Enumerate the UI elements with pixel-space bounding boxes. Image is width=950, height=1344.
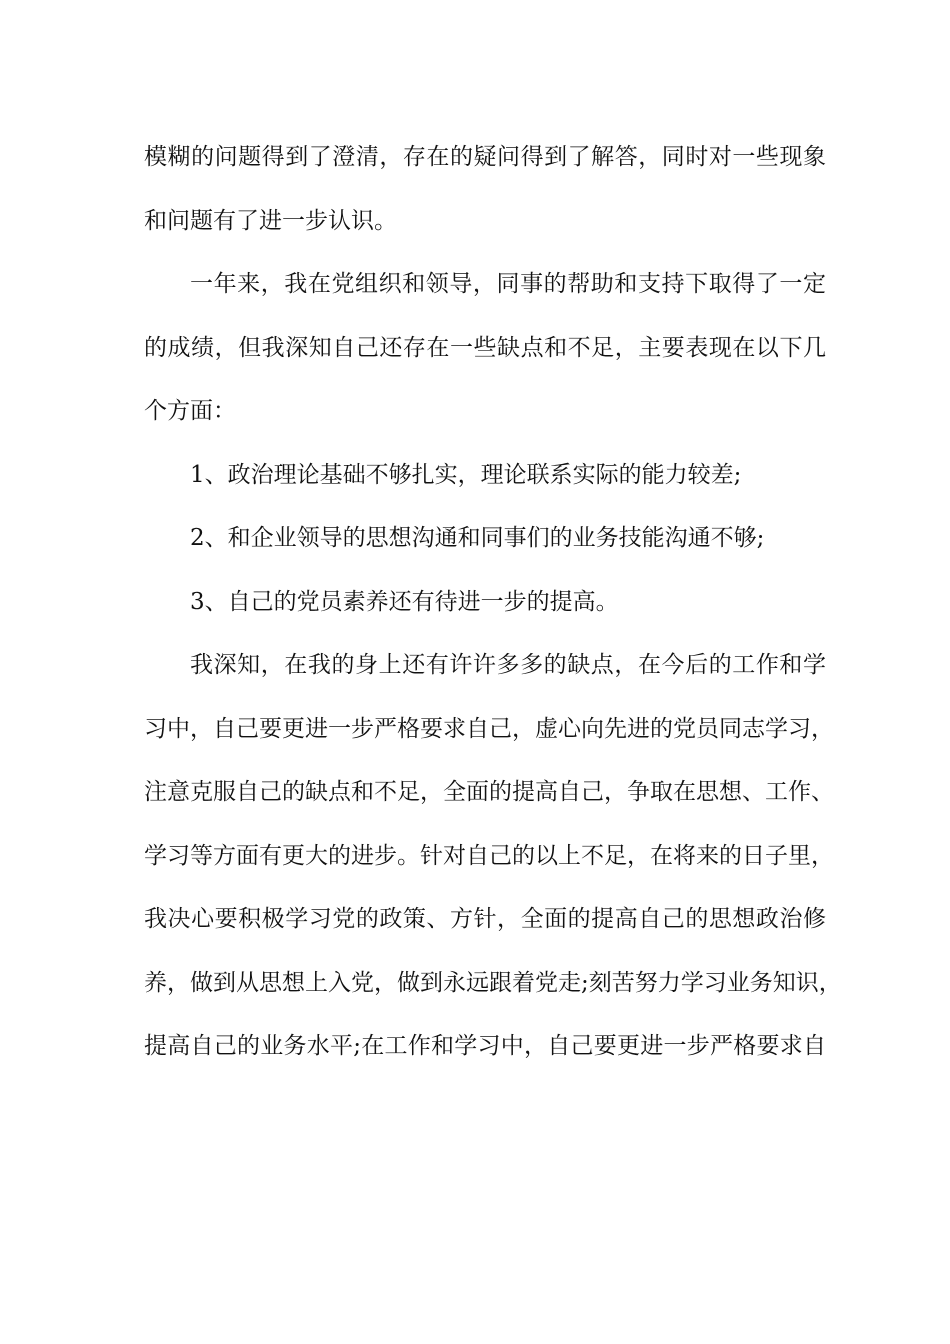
text-line-13: 我决心要积极学习党的政策、方针，全面的提高自己的思想政治修	[144, 906, 826, 932]
text-line-15: 提高自己的业务水平;在工作和学习中，自己要更进一步严格要求自	[144, 1033, 826, 1059]
text-line-14: 养，做到从思想上入党，做到永远跟着党走;刻苦努力学习业务知识，	[144, 969, 842, 996]
text-line-9: 我深知，在我的身上还有许许多多的缺点，在今后的工作和学	[190, 652, 826, 678]
document-body	[144, 126, 842, 1079]
text-line-6: 1、政治理论基础不够扎实，理论联系实际的能力较差;	[190, 461, 742, 488]
text-line-11: 注意克服自己的缺点和不足，全面的提高自己，争取在思想、工作、	[144, 779, 834, 805]
text-line-1: 模糊的问题得到了澄清，存在的疑问得到了解答，同时对一些现象	[144, 144, 826, 170]
text-line-8: 3、自己的党员素养还有待进一步的提高。	[190, 588, 619, 615]
text-line-7: 2、和企业领导的思想沟通和同事们的业务技能沟通不够;	[190, 525, 765, 551]
text-line-2: 和问题有了进一步认识。	[144, 207, 397, 234]
text-line-5: 个方面：	[144, 398, 236, 424]
text-line-4: 的成绩，但我深知自己还存在一些缺点和不足，主要表现在以下几	[144, 334, 826, 361]
text-line-3: 一年来，我在党组织和领导，同事的帮助和支持下取得了一定	[190, 271, 826, 297]
text-line-10: 习中，自己要更进一步严格要求自己，虚心向先进的党员同志学习，	[144, 715, 834, 742]
text-line-12: 学习等方面有更大的进步。针对自己的以上不足，在将来的日子里，	[144, 842, 834, 869]
